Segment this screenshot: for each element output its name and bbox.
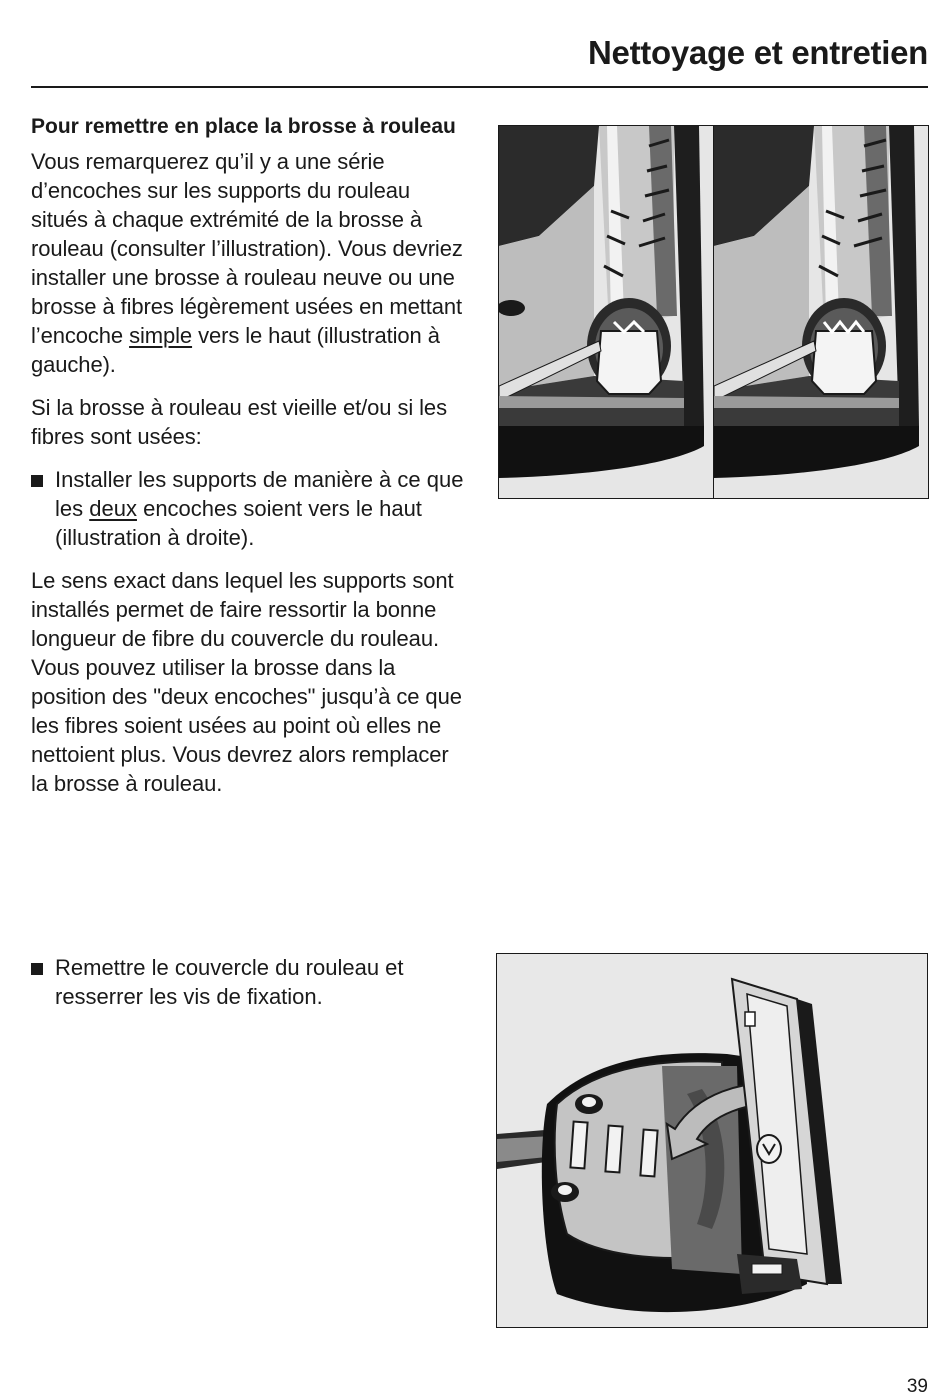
bullet-install-text-2: encoches soient vers le haut (illustration à droite). — [55, 496, 422, 550]
paragraph-direction: Le sens exact dans lequel les supports sont installés permet de faire ressortir la bonne longueur de fibre du couvercle du rouleau. Vous pouvez utiliser la brosse dans la position des "deux encoches" jusqu’à ce que les fibres soient usées au point où elles ne nettoient plus. Vous devrez alors remplacer la brosse à rouleau. — [31, 568, 462, 796]
paragraph-notches-text-2: vers le haut (illustration à gauche). — [31, 323, 440, 377]
brush-roller-single-notch-drawing — [499, 126, 714, 498]
brush-roller-double-notch-illustration — [713, 125, 929, 499]
paragraph-notches — [31, 147, 471, 379]
section-heading: Pour remettre en place la brosse à rouleau — [31, 115, 456, 138]
brush-roller-double-notch-drawing — [714, 126, 928, 498]
paragraph-worn-brush: Si la brosse à rouleau est vieille et/ou si les fibres sont usées: — [31, 395, 447, 449]
bullet-install-supports — [31, 465, 471, 552]
underlined-word-deux: deux — [89, 496, 137, 521]
brush-roller-single-notch-illustration — [498, 125, 715, 499]
bullet-install-text-1: Installer les supports de manière à ce que les — [55, 467, 464, 521]
bullet-square-icon — [31, 963, 43, 975]
bullet-replace-cover — [31, 953, 495, 1011]
bullet-square-icon — [31, 475, 43, 487]
bullet-replace-cover-text: Remettre le couvercle du rouleau et resserrer les vis de fixation. — [55, 955, 404, 1009]
roller-cover-replacement-illustration — [496, 953, 928, 1328]
underlined-word-simple: simple — [129, 323, 193, 348]
paragraph-notches-text-1: Vous remarquerez qu’il y a une série d’encoches sur les supports du rouleau situés à chaque extrémité de la brosse à rouleau (consulter l’illustration). Vous devriez installer une brosse à rouleau neuve ou une brosse à fibres légèrement usées en mettant l’encoche — [31, 149, 463, 348]
page-header-title: Nettoyage et entretien — [588, 34, 928, 71]
main-text-column — [31, 113, 471, 812]
roller-cover-replacement-drawing — [497, 954, 927, 1327]
page-number: 39 — [906, 1376, 928, 1397]
header-divider — [31, 86, 928, 88]
